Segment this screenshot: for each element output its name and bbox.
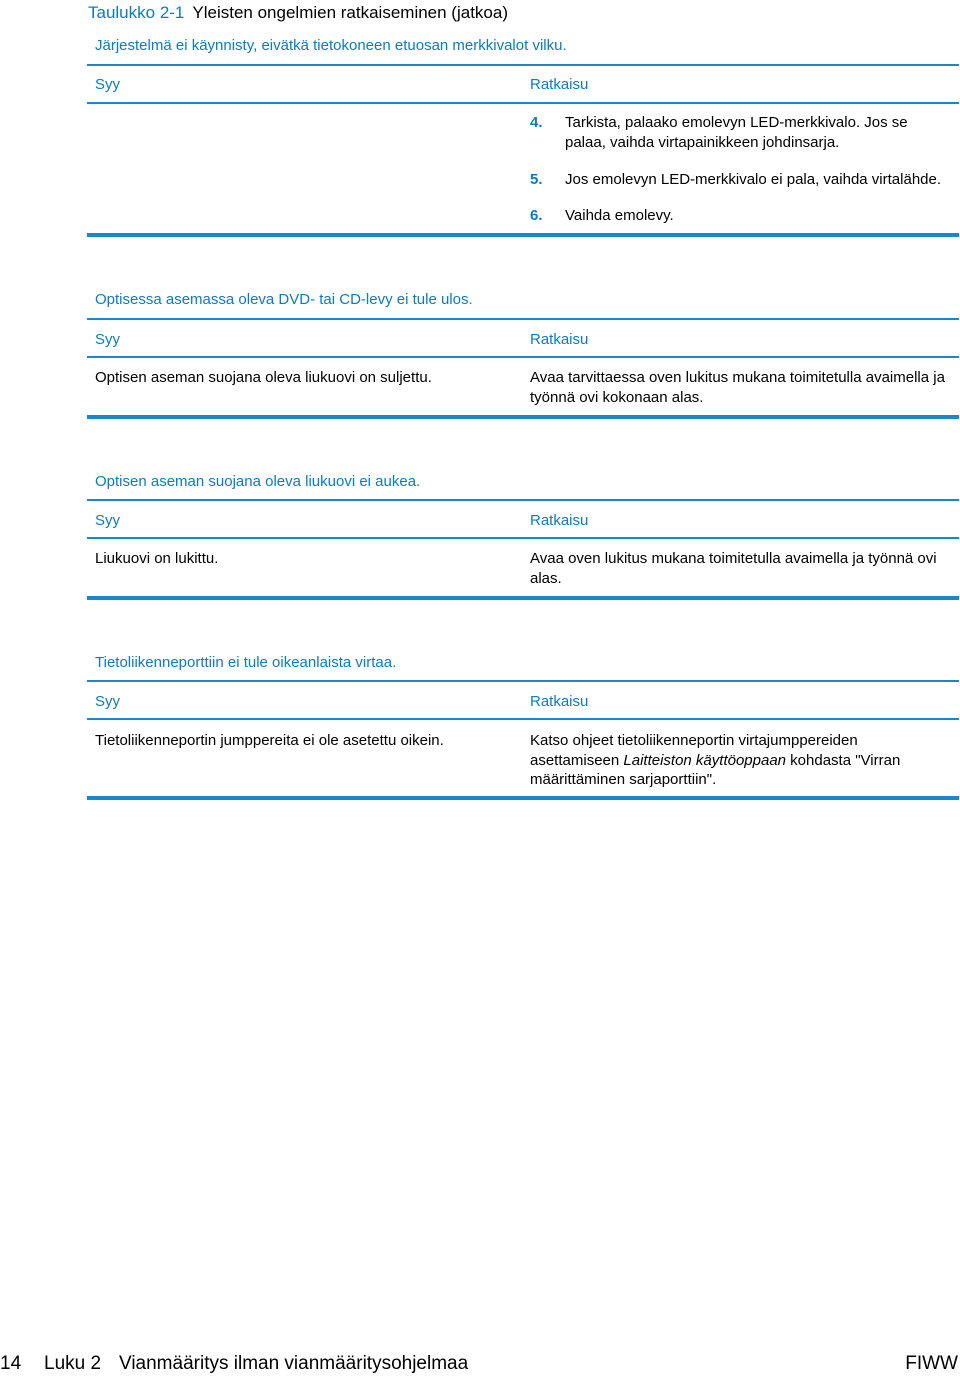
step-number: 6.	[530, 207, 543, 224]
table-end-rule	[87, 796, 959, 800]
cause-header: Syy	[95, 693, 121, 710]
solution-header: Ratkaisu	[530, 331, 589, 348]
rule	[87, 499, 959, 501]
cause-text: Optisen aseman suojana oleva liukuovi on suljettu.	[95, 369, 432, 386]
rule	[87, 356, 959, 358]
chapter-number: Luku 2	[44, 1353, 102, 1374]
rule	[87, 318, 959, 320]
table-end-rule	[87, 233, 959, 237]
section-title: Optisessa asemassa oleva DVD- tai CD-levy ei tule ulos.	[95, 291, 473, 308]
step-number: 5.	[530, 171, 543, 188]
table-number: Taulukko 2-1	[88, 3, 185, 22]
rule	[87, 718, 959, 720]
cause-text: Tietoliikenneportin jumppereita ei ole asetettu oikein.	[95, 732, 444, 749]
rule	[87, 64, 959, 66]
table-end-rule	[87, 415, 959, 419]
rule	[87, 537, 959, 539]
solution-text-part: Katso ohjeet tietoliikenneportin virtajumppereiden asettamiseen	[530, 732, 858, 769]
step-number: 4.	[530, 114, 543, 131]
rule	[87, 102, 959, 104]
solution-text	[530, 731, 930, 790]
solution-header: Ratkaisu	[530, 76, 589, 93]
section-title: Tietoliikenneporttiin ei tule oikeanlaista virtaa.	[95, 654, 397, 671]
footer-mark: FIWW	[905, 1353, 958, 1374]
table-title: Yleisten ongelmien ratkaiseminen (jatkoa)	[192, 3, 508, 22]
step-text: Tarkista, palaako emolevyn LED-merkkivalo. Jos se palaa, vaihda virtapainikkeen johdinsarja.	[565, 114, 908, 151]
table-caption	[88, 2, 508, 24]
cause-header: Syy	[95, 331, 121, 348]
section-title: Järjestelmä ei käynnisty, eivätkä tietokoneen etuosan merkkivalot vilku.	[95, 37, 567, 54]
cause-header: Syy	[95, 512, 121, 529]
chapter-title: Vianmääritys ilman vianmääritysohjelmaa	[119, 1353, 469, 1374]
solution-step	[530, 170, 950, 190]
solution-text: Avaa oven lukitus mukana toimitetulla avaimella ja työnnä ovi alas.	[530, 550, 937, 587]
solution-header: Ratkaisu	[530, 512, 589, 529]
table-end-rule	[87, 596, 959, 600]
cause-header: Syy	[95, 76, 121, 93]
solution-step	[530, 206, 950, 226]
solution-header: Ratkaisu	[530, 693, 589, 710]
section-title: Optisen aseman suojana oleva liukuovi ei aukea.	[95, 473, 421, 490]
manual-title: Laitteiston käyttöoppaan	[623, 751, 787, 769]
solution-step	[530, 113, 950, 153]
step-text: Vaihda emolevy.	[565, 207, 674, 224]
solution-text: Avaa tarvittaessa oven lukitus mukana toimitetulla avaimella ja työnnä ovi kokonaan alas.	[530, 369, 945, 406]
rule	[87, 680, 959, 682]
step-text: Jos emolevyn LED-merkkivalo ei pala, vaihda virtalähde.	[565, 171, 942, 188]
cause-text: Liukuovi on lukittu.	[95, 550, 219, 567]
page-number: 14	[0, 1353, 22, 1374]
solution-text-part: kohdasta "Virran määrittäminen sarjaporttiin".	[530, 751, 901, 788]
